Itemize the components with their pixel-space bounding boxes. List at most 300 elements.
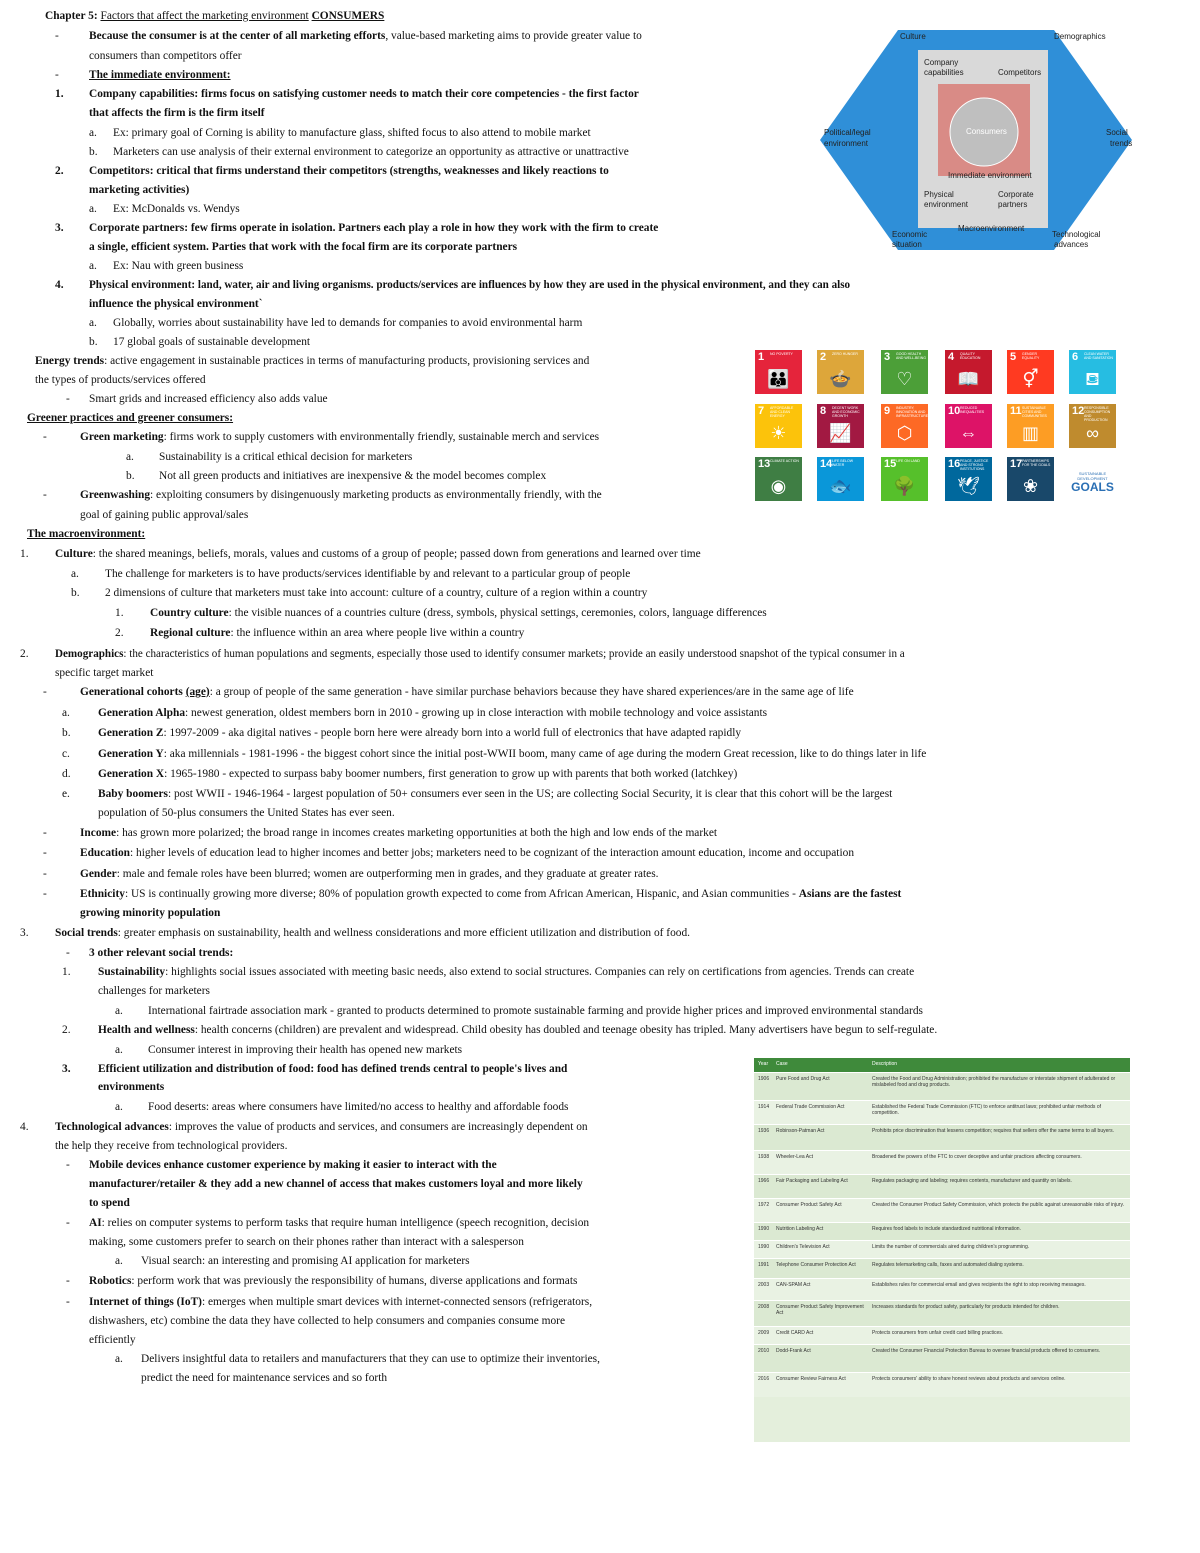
table-cell: Wheeler-Lea Act xyxy=(776,1154,813,1160)
table-cell: CAN-SPAM Act xyxy=(776,1282,811,1288)
food-line-1: Efficient utilization and distribution of food: food has defined trends central to people's lives and xyxy=(98,1063,568,1075)
table-cell: 1938 xyxy=(758,1154,770,1160)
list-marker: 2. xyxy=(55,165,64,177)
sdg-number: 2 xyxy=(820,351,827,363)
ethnicity-line-2: growing minority population xyxy=(80,907,221,919)
education-line xyxy=(80,844,854,863)
generation-text: : newest generation, oldest members born in 2010 - growing up in close interaction with mobile technology and voice assistants xyxy=(185,707,768,719)
greenwashing-text: : exploiting consumers by disingenuously marketing products as environmentally friendly, with the xyxy=(150,489,602,501)
table-cell: 2008 xyxy=(758,1304,770,1310)
sdg-title: DECENT WORK AND ECONOMIC GROWTH xyxy=(832,406,860,418)
sdg-title: LIFE BELOW WATER xyxy=(832,459,854,467)
generation-label: Generation X xyxy=(98,768,165,780)
table-cell: Limits the number of commercials aired during children's programming. xyxy=(872,1244,1030,1250)
hex-label-corporate-a: Corporate xyxy=(998,190,1034,199)
table-header-cell: Year xyxy=(758,1061,769,1067)
three-trends-heading: 3 other relevant social trends: xyxy=(89,947,234,959)
intro-bold: Because the consumer is at the center of all marketing efforts xyxy=(89,30,386,42)
list-marker: 1. xyxy=(115,607,124,619)
chapter-prefix: Chapter 5: xyxy=(45,10,101,22)
table-cell: Federal Trade Commission Act xyxy=(776,1104,845,1110)
list-marker: 2. xyxy=(62,1024,71,1036)
greenwashing-line-2: goal of gaining public approval/sales xyxy=(80,509,249,521)
ai-line-2: making, some customers prefer to search on their phones rather than interact with a salesperson xyxy=(89,1236,524,1248)
company-capabilities-line-2: that affects the firm is the firm itself xyxy=(89,107,265,119)
cohorts-age: (age) xyxy=(185,686,210,698)
greenwashing-line-1 xyxy=(80,486,602,505)
sdg-icon: ⚥ xyxy=(1022,369,1039,389)
table-cell: 1972 xyxy=(758,1202,770,1208)
generation-label: Baby boomers xyxy=(98,788,168,800)
list-marker: 4. xyxy=(55,279,64,291)
bullet: - xyxy=(66,1275,70,1287)
iot-line-3: efficiently xyxy=(89,1334,136,1346)
health-text: : health concerns (children) are prevalent and widespread. Child obesity has doubled and teenage obesity has tripled. Many advertisers have begun to self-regulate. xyxy=(194,1024,938,1036)
hex-label-tech-a: Technological xyxy=(1052,230,1101,239)
table-cell: 1990 xyxy=(758,1244,770,1250)
energy-label: Energy trends xyxy=(35,355,105,367)
immediate-heading: The immediate environment: xyxy=(89,69,231,81)
sdg-number: 12 xyxy=(1072,405,1085,417)
ai-line-1 xyxy=(89,1214,589,1233)
table-cell: Requires food labels to include standardized nutritional information. xyxy=(872,1226,1021,1232)
table-cell: 1966 xyxy=(758,1178,770,1184)
sdg-title: NO POVERTY xyxy=(770,352,793,356)
list-item: Not all green products and initiatives are inexpensive & the model becomes complex xyxy=(159,470,547,482)
competitors-line-1: Competitors: critical that firms understand their competitors (strengths, weaknesses and likely reactions to xyxy=(89,165,609,177)
robotics-text: : perform work that was previously the responsibility of humans, diverse applications and formats xyxy=(131,1275,578,1287)
sdg-tile xyxy=(755,404,802,448)
list-item: 2 dimensions of culture that marketers must take into account: culture of a country, culture of a region within a country xyxy=(105,587,648,599)
list-marker: e. xyxy=(62,788,70,800)
mobile-line-2: manufacturer/retailer & they add a new channel of access that makes customers loyal and more likely xyxy=(89,1178,583,1190)
list-marker: a. xyxy=(89,317,97,329)
hex-label-physical-a: Physical xyxy=(924,190,954,199)
sdg-tile xyxy=(1007,350,1054,394)
list-item: Consumer interest in improving their health has opened new markets xyxy=(148,1044,463,1056)
iot-label: Internet of things (IoT) xyxy=(89,1296,202,1308)
sustainability-label: Sustainability xyxy=(98,966,166,978)
list-item: 17 global goals of sustainable development xyxy=(113,336,311,348)
hex-label-social-b: trends xyxy=(1110,139,1133,148)
generation-item xyxy=(98,745,926,764)
cohorts-label: Generational cohorts xyxy=(80,686,183,698)
generation-text: : 1965-1980 - expected to surpass baby boomer numbers, first generation to grow up with parents that both worked (latchkey) xyxy=(164,768,738,780)
gender-label: Gender xyxy=(80,868,117,880)
demographics-line-1 xyxy=(55,645,905,664)
sdg-tile xyxy=(945,350,992,394)
hex-label-demographics: Demographics xyxy=(1054,32,1106,41)
chapter-suffix: CONSUMERS xyxy=(311,10,385,22)
gender-line xyxy=(80,865,658,884)
generation-label: Generation Alpha xyxy=(98,707,186,719)
table-cell: Created the Consumer Financial Protection Bureau to oversee financial products offered to consumers. xyxy=(872,1348,1101,1354)
tech-line-1 xyxy=(55,1118,588,1137)
green-marketing xyxy=(80,428,599,447)
ethnicity-text: : US is continually growing more diverse; 80% of population growth expected to come from African American, Hispanic, and Asian communities - xyxy=(124,888,799,900)
legislation-table xyxy=(754,1058,1130,1442)
health-line xyxy=(98,1021,937,1040)
sdg-tile xyxy=(1069,404,1116,448)
hex-label-immediate: Immediate environment xyxy=(948,171,1032,180)
table-cell: 1990 xyxy=(758,1226,770,1232)
sdg-number: 6 xyxy=(1072,351,1079,363)
robotics-label: Robotics xyxy=(89,1275,132,1287)
sdg-icon: ⇔ xyxy=(959,423,978,443)
sdg-icon: 🍲 xyxy=(829,369,852,389)
table-cell: Increases standards for product safety, particularly for products intended for children. xyxy=(872,1304,1060,1310)
sdg-icon: 📖 xyxy=(957,369,980,389)
hex-label-political-a: Political/legal xyxy=(824,128,871,137)
table-cell: Broadened the powers of the FTC to cover deceptive and unfair practices affecting consumers. xyxy=(872,1154,1082,1160)
iot-line-2: dishwashers, etc) combine the data they have collected to help consumers and companies consume more xyxy=(89,1315,566,1327)
chapter-title xyxy=(45,7,384,26)
generation-label: Generation Y xyxy=(98,748,164,760)
list-marker: 1. xyxy=(20,548,29,560)
table-cell: 2016 xyxy=(758,1376,770,1382)
sustainability-text: : highlights social issues associated with meeting basic needs, also extend to social structures. Companies can rely on certifications from agencies. Trends can create xyxy=(165,966,915,978)
sdg-tile xyxy=(755,350,802,394)
table-cell: Credit CARD Act xyxy=(776,1330,814,1336)
iot-text: : emerges when multiple smart devices with internet-connected sensors (refrigerators, xyxy=(201,1296,593,1308)
sdg-icon: 🕊 xyxy=(957,476,980,496)
sdg-grid xyxy=(755,350,1115,500)
list-item: Sustainability is a critical ethical decision for marketers xyxy=(159,451,413,463)
sdg-icon: ◉ xyxy=(770,476,787,496)
social-trends-line xyxy=(55,924,690,943)
list-marker: a. xyxy=(126,451,134,463)
hex-label-macro: Macroenvironment xyxy=(958,224,1025,233)
demographics-line-2: specific target market xyxy=(55,667,154,679)
list-marker: 2. xyxy=(20,648,29,660)
list-marker: a. xyxy=(115,1101,123,1113)
sdg-tile xyxy=(881,404,928,448)
sdg-icon: ▥ xyxy=(1021,423,1039,443)
table-cell: Robinson-Patman Act xyxy=(776,1128,825,1134)
sdg-number: 10 xyxy=(948,405,961,417)
robotics-line xyxy=(89,1272,577,1291)
sdg-icon: ❀ xyxy=(1022,476,1039,496)
table-row xyxy=(754,1300,1130,1327)
company-capabilities-line-1: Company capabilities: firms focus on satisfying customer needs to match their core competencies - the first factor xyxy=(89,88,639,100)
intro-line-2: consumers than competitors offer xyxy=(89,50,242,62)
bullet: - xyxy=(43,888,47,900)
sdg-number: 3 xyxy=(884,351,891,363)
table-cell: 1914 xyxy=(758,1104,770,1110)
list-marker: 3. xyxy=(62,1063,71,1075)
table-cell: Prohibits price discrimination that lessens competition; requires that sellers offer the same terms to all buyers. xyxy=(872,1128,1114,1134)
list-marker: b. xyxy=(71,587,80,599)
table-cell: Established the Federal Trade Commission (FTC) to enforce antitrust laws; prohibited unfair methods of competition. xyxy=(872,1104,1101,1116)
competitors-line-2: marketing activities) xyxy=(89,184,190,196)
list-item: Food deserts: areas where consumers have limited/no access to healthy and affordable foods xyxy=(148,1101,569,1113)
income-line xyxy=(80,824,717,843)
list-marker: 3. xyxy=(55,222,64,234)
sdg-title: CLEAN WATER AND SANITATION xyxy=(1084,352,1113,360)
list-marker: a. xyxy=(115,1044,123,1056)
demographics-text: : the characteristics of human populations and segments, especially those used to identify consumer markets; provide an easily understood snapshot of the typical consumer in a xyxy=(123,648,905,660)
table-row xyxy=(754,1240,1130,1259)
list-item: Globally, worries about sustainability have led to demands for companies to avoid environmental harm xyxy=(113,317,583,329)
list-marker: 3. xyxy=(20,927,29,939)
bullet: - xyxy=(66,393,70,405)
list-marker: a. xyxy=(115,1353,123,1365)
list-marker: a. xyxy=(89,127,97,139)
hex-label-social-a: Social xyxy=(1106,128,1128,137)
list-item: Marketers can use analysis of their external environment to categorize an opportunity as attractive or unattractive xyxy=(113,146,629,158)
income-text: : has grown more polarized; the broad range in incomes creates marketing opportunities at both the high and low ends of the market xyxy=(116,827,718,839)
table-cell: Establishes rules for commercial email and gives recipients the right to stop receiving messages. xyxy=(872,1282,1086,1288)
sdg-number: 17 xyxy=(1010,458,1023,470)
sdg-goals-logo xyxy=(1069,457,1116,501)
sdg-title: PEACE, JUSTICE AND STRONG INSTITUTIONS xyxy=(960,459,989,471)
table-cell: Created the Food and Drug Administration; prohibited the manufacture or interstate shipment of adulterated or mislabeled food and drug products. xyxy=(872,1076,1116,1088)
list-marker: d. xyxy=(62,768,71,780)
education-text: : higher levels of education lead to higher incomes and better jobs; marketers need to be cognizant of the interaction amount education, income and occupation xyxy=(130,847,855,859)
generational-cohorts xyxy=(80,683,854,702)
table-cell: Protects consumers' ability to share honest reviews about products and services online. xyxy=(872,1376,1066,1382)
hex-label-tech-b: advances xyxy=(1054,240,1089,249)
table-row xyxy=(754,1278,1130,1301)
table-cell: 2010 xyxy=(758,1348,770,1354)
list-marker: 1. xyxy=(62,966,71,978)
bullet: - xyxy=(43,827,47,839)
sdg-title: GOOD HEALTH AND WELL-BEING xyxy=(896,352,926,360)
tech-line-2: the help they receive from technological providers. xyxy=(55,1140,288,1152)
green-marketing-label: Green marketing xyxy=(80,431,164,443)
generation-item xyxy=(98,765,737,784)
sdg-number: 11 xyxy=(1010,405,1022,417)
sdg-title: GENDER EQUALITY xyxy=(1022,352,1040,360)
table-cell: 1906 xyxy=(758,1076,770,1082)
hex-label-culture: Culture xyxy=(900,32,926,41)
country-culture-label: Country culture xyxy=(150,607,229,619)
ai-label: AI xyxy=(89,1217,102,1229)
sdg-number: 5 xyxy=(1010,351,1017,363)
table-row xyxy=(754,1258,1130,1279)
sdg-tile xyxy=(755,457,802,501)
table-header-cell: Case xyxy=(776,1061,788,1067)
generation-item xyxy=(98,785,892,804)
sdg-number: 4 xyxy=(948,351,955,363)
sdg-tile xyxy=(945,404,992,448)
table-cell: Nutrition Labeling Act xyxy=(776,1226,824,1232)
sdg-title: AFFORDABLE AND CLEAN ENERGY xyxy=(770,406,794,418)
sdg-tile xyxy=(817,350,864,394)
list-marker: b. xyxy=(126,470,135,482)
list-item: Ex: McDonalds vs. Wendys xyxy=(113,203,240,215)
iot-line-1 xyxy=(89,1293,592,1312)
table-cell: Consumer Review Fairness Act xyxy=(776,1376,846,1382)
hex-label-company-a: Company xyxy=(924,58,959,67)
intro-rest: , value-based marketing aims to provide greater value to xyxy=(385,30,642,42)
bullet: - xyxy=(43,847,47,859)
table-cell: Consumer Product Safety Act xyxy=(776,1202,842,1208)
table-cell: Consumer Product Safety Improvement Act xyxy=(776,1304,864,1316)
hex-label-political-b: environment xyxy=(824,139,869,148)
bullet: - xyxy=(43,686,47,698)
sdg-icon: ♡ xyxy=(896,369,913,389)
mobile-line-3: to spend xyxy=(89,1197,130,1209)
list-marker: a. xyxy=(115,1255,123,1267)
country-culture xyxy=(150,604,767,623)
sdg-title: SUSTAINABLE CITIES AND COMMUNITIES xyxy=(1022,406,1047,418)
list-marker: 4. xyxy=(20,1121,29,1133)
table-cell: Telephone Consumer Protection Act xyxy=(776,1262,856,1268)
list-marker: b. xyxy=(89,336,98,348)
hex-label-company-b: capabilities xyxy=(924,68,964,77)
sdg-tile xyxy=(881,350,928,394)
macro-heading: The macroenvironment: xyxy=(27,528,146,540)
sdg-number: 8 xyxy=(820,405,827,417)
table-header-cell: Description xyxy=(872,1061,898,1067)
social-trends-text: : greater emphasis on sustainability, health and wellness considerations and more efficient utilization and distribution of food. xyxy=(117,927,691,939)
table-cell: Fair Packaging and Labeling Act xyxy=(776,1178,848,1184)
iot-sub-line-2: predict the need for maintenance services and so forth xyxy=(141,1372,388,1384)
list-marker: b. xyxy=(89,146,98,158)
bullet: - xyxy=(66,1296,70,1308)
bullet: - xyxy=(55,30,59,42)
generation-label: Generation Z xyxy=(98,727,164,739)
hex-label-corporate-b: partners xyxy=(998,200,1028,209)
sdg-icon: ⛾ xyxy=(1085,369,1100,389)
tech-text: : improves the value of products and services, and consumers are increasingly dependent on xyxy=(168,1121,588,1133)
list-item: Ex: Nau with green business xyxy=(113,260,244,272)
ai-text: : relies on computer systems to perform tasks that require human intelligence (speech recognition, decision xyxy=(101,1217,590,1229)
list-marker: a. xyxy=(62,707,70,719)
sdg-icon: 🐟 xyxy=(829,476,852,496)
culture-line xyxy=(55,545,701,564)
sdg-icon: ∞ xyxy=(1086,423,1099,443)
list-marker: a. xyxy=(89,260,97,272)
social-trends-label: Social trends xyxy=(55,927,118,939)
table-cell: Pure Food and Drug Act xyxy=(776,1076,830,1082)
sdg-icon: 👪 xyxy=(767,369,790,389)
sdg-number: 1 xyxy=(758,351,765,363)
hex-label-physical-b: environment xyxy=(924,200,969,209)
energy-trends-line-1 xyxy=(35,352,589,371)
table-cell: 2003 xyxy=(758,1282,770,1288)
sdg-title: RESPONSIBLE CONSUMPTION AND PRODUCTION xyxy=(1084,406,1111,422)
physical-env-line-1: Physical environment: land, water, air and living organisms. products/services are influences by how they are used in the physical environment, and they can also xyxy=(89,279,851,291)
sdg-logo-top: SUSTAINABLE DEVELOPMENT xyxy=(1077,471,1108,481)
greener-heading: Greener practices and greener consumers: xyxy=(27,412,234,424)
list-marker: a. xyxy=(89,203,97,215)
table-row xyxy=(754,1124,1130,1151)
table-cell: Created the Consumer Product Safety Commission, which protects the public against unreasonable risks of injury. xyxy=(872,1202,1124,1208)
sdg-title: QUALITY EDUCATION xyxy=(960,352,981,360)
bullet: - xyxy=(55,69,59,81)
table-cell: Protects consumers from unfair credit card billing practices. xyxy=(872,1330,1004,1336)
sdg-title: LIFE ON LAND xyxy=(896,459,920,463)
list-item: Smart grids and increased efficiency also adds value xyxy=(89,393,328,405)
bullet: - xyxy=(66,1159,70,1171)
table-cell: Dodd-Frank Act xyxy=(776,1348,811,1354)
sdg-tile xyxy=(817,404,864,448)
energy-trends-line-2: the types of products/services offered xyxy=(35,374,206,386)
regional-culture xyxy=(150,624,524,643)
green-marketing-text: : firms work to supply customers with environmentally friendly, sustainable merch and services xyxy=(163,431,600,443)
greenwashing-label: Greenwashing xyxy=(80,489,151,501)
list-marker: 1. xyxy=(55,88,64,100)
sdg-number: 13 xyxy=(758,458,771,470)
table-row xyxy=(754,1372,1130,1397)
gender-text: : male and female roles have been blurred; women are outperforming men in grades, and they graduate at greater rates. xyxy=(116,868,659,880)
health-label: Health and wellness xyxy=(98,1024,195,1036)
table-row xyxy=(754,1150,1130,1175)
sdg-title: REDUCED INEQUALITIES xyxy=(960,406,985,414)
sustainability-line-1 xyxy=(98,963,914,982)
list-item: Visual search: an interesting and promising AI application for marketers xyxy=(141,1255,470,1267)
sdg-tile xyxy=(1007,404,1054,448)
table-row xyxy=(754,1072,1130,1101)
sdg-title: INDUSTRY, INNOVATION AND INFRASTRUCTURE xyxy=(896,406,928,418)
hex-label-economic-b: situation xyxy=(892,240,922,249)
food-line-2: environments xyxy=(98,1081,165,1093)
table-row xyxy=(754,1100,1130,1125)
hex-label-economic-a: Economic xyxy=(892,230,928,239)
bullet: - xyxy=(43,431,47,443)
list-marker: a. xyxy=(115,1005,123,1017)
corporate-partners-line-1: Corporate partners: few firms operate in isolation. Partners each play a role in how they work with the firm to create xyxy=(89,222,659,234)
ethnicity-line-1 xyxy=(80,885,901,904)
sdg-title: PARTNERSHIPS FOR THE GOALS xyxy=(1022,459,1051,467)
list-marker: c. xyxy=(62,748,70,760)
sdg-tile xyxy=(881,457,928,501)
sdg-number: 7 xyxy=(758,405,765,417)
list-marker: 2. xyxy=(115,627,124,639)
table-cell: 2009 xyxy=(758,1330,770,1336)
income-label: Income xyxy=(80,827,117,839)
sdg-number: 16 xyxy=(948,458,961,470)
corporate-partners-line-2: a single, efficient system. Parties that work with the focal firm are its corporate partners xyxy=(89,241,518,253)
sdg-icon: ⬡ xyxy=(896,423,913,443)
sdg-icon: 📈 xyxy=(829,423,852,443)
sustainability-line-2: challenges for marketers xyxy=(98,985,210,997)
demographics-label: Demographics xyxy=(55,648,124,660)
list-item: Ex: primary goal of Corning is ability to manufacture glass, shifted focus to also attend to mobile market xyxy=(113,127,591,139)
table-row xyxy=(754,1326,1130,1345)
cohorts-text: : a group of people of the same generation - have similar purchase behaviors because they have shared experiences/are in the same age of life xyxy=(209,686,854,698)
table-cell: 1991 xyxy=(758,1262,770,1268)
sdg-tile xyxy=(945,457,992,501)
hex-label-consumers: Consumers xyxy=(966,127,1007,136)
table-row xyxy=(754,1344,1130,1373)
bullet: - xyxy=(43,489,47,501)
iot-sub-line-1: Delivers insightful data to retailers and manufacturers that they can use to optimize their inventories, xyxy=(141,1353,600,1365)
table-cell: Children's Television Act xyxy=(776,1244,830,1250)
list-item: The challenge for marketers is to have products/services identifiable by and relevant to a particular group of people xyxy=(105,568,631,580)
sdg-icon: 🌳 xyxy=(893,476,916,496)
country-culture-text: : the visible nuances of a countries culture (dress, symbols, physical settings, ceremonies, colors, language differences xyxy=(228,607,767,619)
baby-boomers-line-2: population of 50-plus consumers the United States has ever seen. xyxy=(98,807,395,819)
list-marker: a. xyxy=(71,568,79,580)
sdg-logo-word: GOALS xyxy=(1071,480,1114,494)
chapter-title-text: Factors that affect the marketing environment xyxy=(100,10,309,22)
marketing-environment-diagram xyxy=(818,26,1134,254)
sdg-tile xyxy=(1007,457,1054,501)
list-marker: b. xyxy=(62,727,71,739)
culture-text: : the shared meanings, beliefs, morals, values and customs of a group of people; passed down from generations and learned over time xyxy=(92,548,701,560)
hex-label-competitors: Competitors xyxy=(998,68,1042,77)
sdg-icon: ☀ xyxy=(770,423,787,443)
generation-text: : aka millennials - 1981-1996 - the biggest cohort since the initial post-WWII boom, many came of age during the modern Great recession, like to do things later in life xyxy=(163,748,927,760)
education-label: Education xyxy=(80,847,131,859)
generation-text: : 1997-2009 - aka digital natives - people born here were already born into a world full of electronics that have adapted rapidly xyxy=(163,727,742,739)
sdg-number: 15 xyxy=(884,458,897,470)
generation-text: : post WWII - 1946-1964 - largest population of 50+ consumers ever seen in the US; are collecting Social Security, it is clear that this cohort will be the largest xyxy=(167,788,893,800)
intro-line-1 xyxy=(89,27,642,46)
